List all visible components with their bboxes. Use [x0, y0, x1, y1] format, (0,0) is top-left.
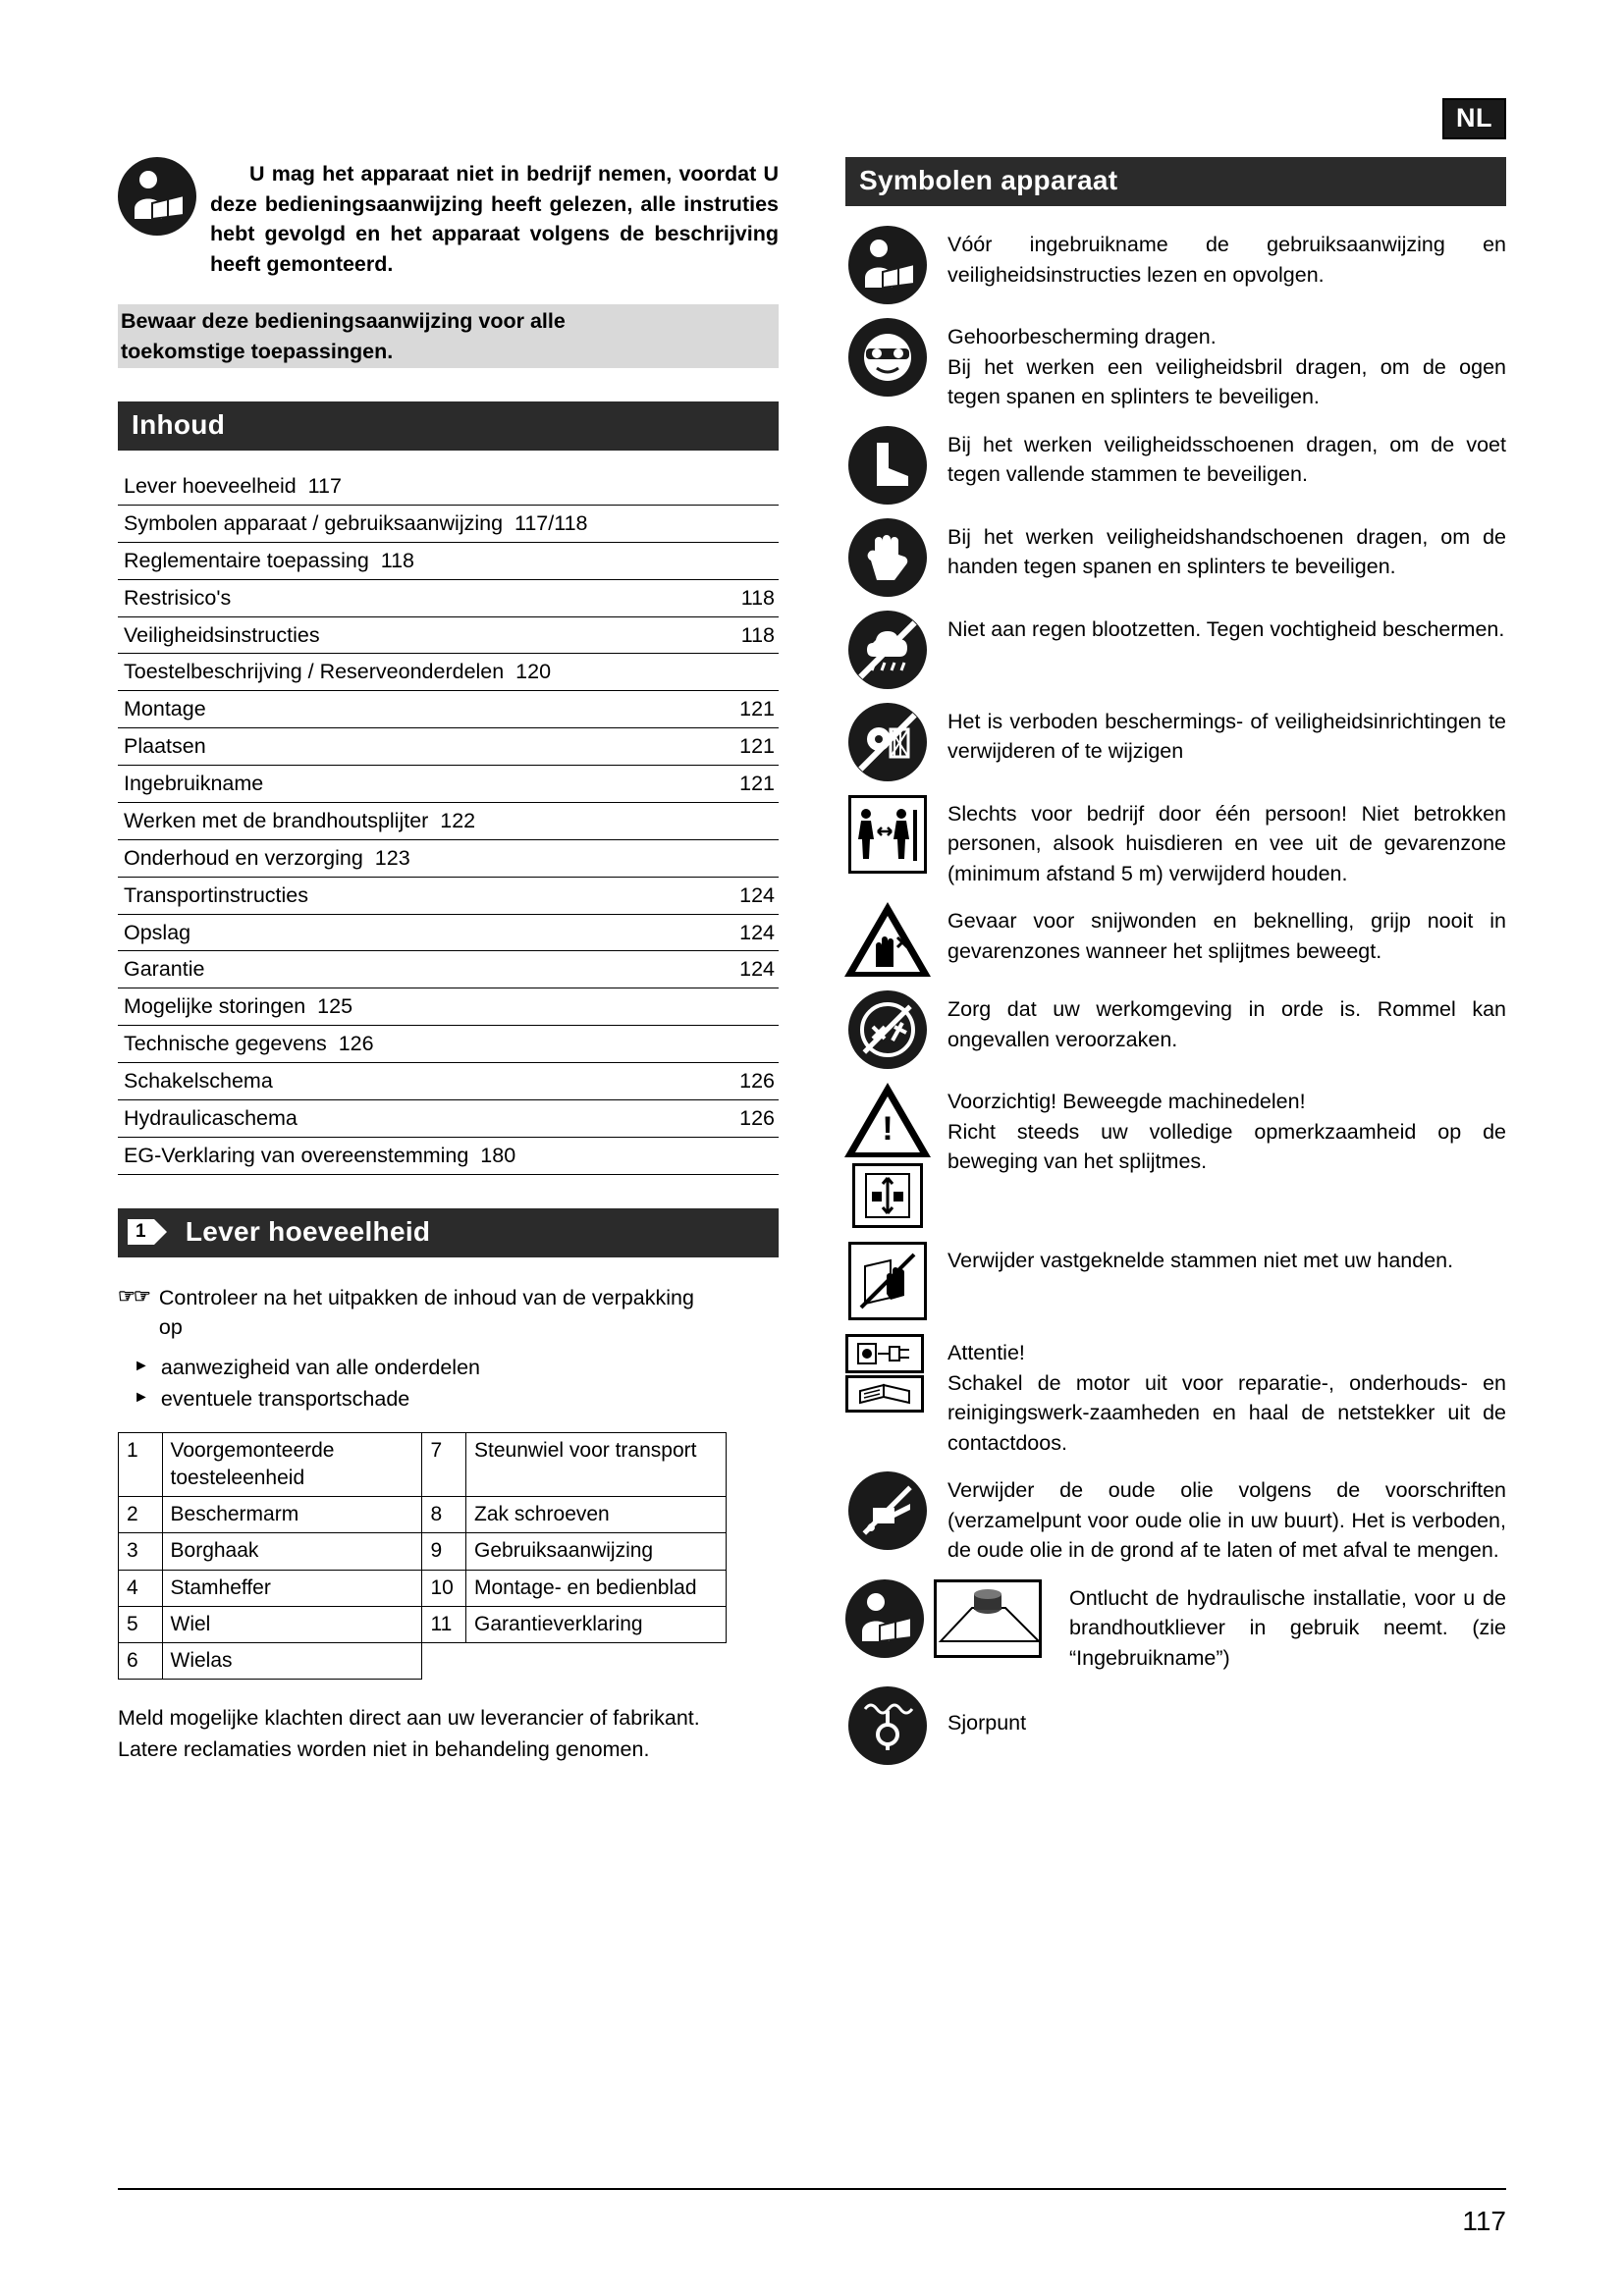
toc-label: Ingebruikname	[124, 772, 264, 796]
table-row	[119, 1533, 727, 1570]
part-number: 11	[422, 1606, 466, 1642]
part-name: Garantieverklaring	[466, 1606, 727, 1642]
table-of-contents	[118, 468, 779, 1175]
bleed-hydraulics-icon	[845, 1579, 1052, 1658]
bleed-screw-glyph	[937, 1582, 1039, 1655]
no-remove-guard-icon	[845, 703, 930, 781]
oil-can-glyph	[855, 1478, 920, 1543]
part-name: Wielas	[162, 1643, 422, 1680]
symbol-text: Verwijder vastgeknelde stammen niet met uw handen.	[947, 1249, 1454, 1273]
symbol-text: Ontlucht de hydraulische installatie, voor u de brandhoutkliever in gebruik neemt. (zie “Ingebruikname”)	[1069, 1585, 1506, 1670]
bleed-screw-diagram	[934, 1579, 1042, 1658]
plug-glyph	[854, 1338, 915, 1369]
symbol-row	[845, 611, 1506, 689]
blade-motion-glyph	[860, 1168, 915, 1223]
empty-cell	[422, 1643, 466, 1680]
language-badge: NL	[1442, 98, 1506, 139]
page-number: 117	[1462, 2206, 1506, 2236]
no-hands-icon	[845, 1242, 930, 1320]
lashing-hook-glyph	[855, 1693, 920, 1758]
symbol-row	[845, 1083, 1506, 1228]
bullet-text: eventuele transportschade	[160, 1387, 410, 1412]
read-manual-icon	[845, 226, 930, 304]
part-number: 5	[119, 1606, 163, 1642]
symbol-row	[845, 518, 1506, 597]
toc-row[interactable]	[118, 840, 779, 878]
toc-label: Symbolen apparaat / gebruiksaanwijzing 117/118	[124, 510, 588, 535]
symbol-text-line2: Richt steeds uw volledige opmerkzaamheid op de beweging van het splijtmes.	[947, 1119, 1506, 1174]
footer-divider	[118, 2188, 1506, 2190]
read-manual-glyph	[855, 233, 920, 297]
toc-label: Technische gegevens 126	[124, 1032, 374, 1056]
keep-area-tidy-icon	[845, 990, 930, 1069]
no-remove-guard-glyph	[855, 710, 920, 774]
goggles-glyph	[855, 325, 920, 390]
table-row	[119, 1433, 727, 1497]
symbol-row	[845, 902, 1506, 977]
oil-disposal-icon	[845, 1471, 930, 1550]
intro-warning-block	[118, 157, 779, 279]
symbol-text: Zorg dat uw werkomgeving in orde is. Rommel kan ongevallen veroorzaken.	[947, 997, 1506, 1051]
part-number: 2	[119, 1497, 163, 1533]
pointing-hand-icon: ☞☞	[118, 1285, 149, 1308]
toc-label: Reglementaire toepassing 118	[124, 548, 415, 572]
toc-label: Lever hoeveelheid 117	[124, 474, 342, 499]
symbol-text: Slechts voor bedrijf door één persoon! Niet betrokken personen, alsook huisdieren en vee uit de gevarenzone (minimum afstand 5 m) verwijderd houden.	[947, 801, 1506, 885]
section-number-badge: 1	[128, 1219, 154, 1245]
part-number: 7	[422, 1433, 466, 1497]
arrow-bullet-icon: ►	[134, 1357, 149, 1374]
symbol-text: Bij het werken veiligheidshandschoenen dragen, om de handen tegen spanen en splinters te beveiligen.	[947, 524, 1506, 579]
splitting-blade-icon	[852, 1163, 923, 1228]
toc-page: 124	[739, 882, 775, 907]
closing-line1: Meld mogelijke klachten direct aan uw leverancier of fabrikant.	[118, 1706, 700, 1731]
closing-line2: Latere reclamaties worden niet in behandeling genomen.	[118, 1736, 650, 1761]
moving-parts-warning-icon	[845, 1083, 930, 1228]
toc-row[interactable]	[118, 1063, 779, 1100]
toc-row[interactable]	[118, 1026, 779, 1063]
symbol-row	[845, 1579, 1506, 1674]
list-item	[118, 1352, 779, 1383]
symbol-text-line1: Gehoorbescherming dragen.	[947, 325, 1217, 348]
toc-row[interactable]	[118, 654, 779, 691]
symbol-row	[845, 1242, 1506, 1320]
toc-label: Restrisico's	[124, 585, 232, 610]
toc-label: Montage	[124, 697, 206, 721]
toc-label: Schakelschema	[124, 1069, 273, 1094]
symbol-text	[947, 1083, 1506, 1177]
symbol-text: Sjorpunt	[947, 1711, 1027, 1735]
intro-warning-text: U mag het apparaat niet in bedrijf nemen, voordat U deze bedieningsaanwijzing heeft gelezen, alle instruties hebt gevolgd en het apparaat volgens de beschrijving heeft gemonteerd.	[210, 162, 779, 276]
symbols-list	[845, 226, 1506, 1765]
toc-row[interactable]	[118, 468, 779, 506]
part-name: Montage- en bedienblad	[466, 1570, 727, 1606]
toc-page: 121	[739, 697, 775, 721]
glove-glyph	[855, 525, 920, 590]
delivery-check-line2: op	[158, 1314, 183, 1339]
symbol-text	[947, 1334, 1506, 1458]
toc-row[interactable]	[118, 803, 779, 840]
toc-label: Mogelijke storingen 125	[124, 994, 353, 1019]
part-name: Beschermarm	[162, 1497, 422, 1533]
left-column	[118, 157, 779, 1779]
table-row	[119, 1570, 727, 1606]
toc-row[interactable]	[118, 543, 779, 580]
part-number: 8	[422, 1497, 466, 1533]
two-column-layout	[118, 157, 1506, 1779]
eye-ear-protection-icon	[845, 318, 930, 397]
toc-row[interactable]	[118, 951, 779, 988]
delivery-closing-note	[118, 1703, 779, 1764]
toc-page: 124	[739, 920, 775, 944]
toc-page: 126	[739, 1069, 775, 1094]
toc-label: Hydraulicaschema	[124, 1105, 298, 1130]
symbol-row	[845, 226, 1506, 304]
symbol-row	[845, 1686, 1506, 1765]
part-name: Zak schroeven	[466, 1497, 727, 1533]
toc-row[interactable]	[118, 728, 779, 766]
unplug-before-service-icon	[845, 1334, 930, 1413]
symbol-text-line1: Voorzichtig! Beweegde machinedelen!	[947, 1090, 1306, 1114]
toc-row[interactable]	[118, 580, 779, 617]
parts-table	[118, 1432, 727, 1680]
symbol-row	[845, 703, 1506, 781]
toc-row[interactable]	[118, 878, 779, 915]
one-person-only-icon	[845, 795, 930, 874]
toc-page: 126	[739, 1105, 775, 1130]
toc-row[interactable]	[118, 915, 779, 952]
toc-header: Inhoud	[118, 401, 779, 451]
symbol-row	[845, 1334, 1506, 1458]
toc-page: 118	[740, 622, 775, 647]
toc-row[interactable]	[118, 1138, 779, 1175]
toc-label: Werken met de brandhoutsplijter 122	[124, 808, 476, 832]
part-name: Stamheffer	[162, 1570, 422, 1606]
part-name: Voorgemonteerde toesteleenheid	[162, 1433, 422, 1497]
delivery-check-instruction	[118, 1283, 779, 1342]
symbol-text: Het is verboden beschermings- of veiligheidsinrichtingen te verwijderen of te wijzigen	[947, 709, 1506, 764]
cut-hazard-icon	[845, 902, 930, 977]
arrow-bullet-icon: ►	[134, 1389, 149, 1407]
toc-row[interactable]	[118, 766, 779, 803]
no-hands-glyph	[857, 1251, 918, 1311]
symbols-section-header: Symbolen apparaat	[845, 157, 1506, 206]
one-person-only-glyph	[852, 802, 923, 867]
delivery-section-title: Lever hoeveelheid	[185, 1215, 431, 1247]
delivery-bullet-list	[118, 1352, 779, 1415]
toc-label: Toestelbeschrijving / Reserveonderdelen 120	[124, 660, 552, 684]
toc-row[interactable]	[118, 988, 779, 1026]
part-name: Wiel	[162, 1606, 422, 1642]
keep-manual-note-line1: Bewaar deze bedieningsaanwijzing voor alle	[121, 309, 566, 334]
symbol-row	[845, 318, 1506, 412]
empty-cell	[466, 1643, 727, 1680]
no-rain-icon	[845, 611, 930, 689]
symbol-text: Gevaar voor snijwonden en beknelling, grijp nooit in gevarenzones wanneer het splijtmes beweegt.	[947, 909, 1506, 963]
symbol-row	[845, 1471, 1506, 1566]
symbol-text: Verwijder de oude olie volgens de voorschriften (verzamelpunt voor oude olie in uw buurt). Het is verboden, de oude olie in de grond af te laten of met afval te mengen.	[947, 1478, 1506, 1563]
symbol-row	[845, 795, 1506, 889]
symbol-text: Vóór ingebruikname de gebruiksaanwijzing en veiligheidsinstructies lezen en opvolgen.	[947, 233, 1506, 287]
part-number: 1	[119, 1433, 163, 1497]
symbol-text-line2: Bij het werken een veiligheidsbril dragen, om de ogen tegen spanen en splinters te beveiligen.	[947, 354, 1506, 409]
symbol-text-line2: Schakel de motor uit voor reparatie-, onderhouds- en reinigingswerk-zaamheden en haal de netstekker uit de contactdoos.	[947, 1370, 1506, 1455]
keep-manual-note-line2: toekomstige toepassingen.	[121, 339, 394, 363]
toc-row[interactable]	[118, 691, 779, 728]
part-number: 3	[119, 1533, 163, 1570]
symbol-text	[947, 318, 1506, 412]
part-number: 4	[119, 1570, 163, 1606]
symbol-text: Niet aan regen blootzetten. Tegen vochtigheid beschermen.	[947, 616, 1505, 641]
part-number: 9	[422, 1533, 466, 1570]
table-row	[119, 1643, 727, 1680]
part-number: 10	[422, 1570, 466, 1606]
table-row	[119, 1497, 727, 1533]
hand-cut-glyph	[864, 928, 911, 971]
no-rain-glyph	[855, 617, 920, 682]
warning-triangle	[844, 902, 931, 977]
lashing-point-icon	[845, 1686, 930, 1765]
toc-label: Plaatsen	[124, 734, 206, 759]
toc-page: 121	[739, 772, 775, 796]
toc-row[interactable]	[118, 506, 779, 543]
toc-label: EG-Verklaring van overeenstemming 180	[124, 1143, 516, 1167]
keep-manual-note	[118, 304, 779, 368]
part-name: Gebruiksaanwijzing	[466, 1533, 727, 1570]
toc-row[interactable]	[118, 1100, 779, 1138]
bullet-text: aanwezigheid van alle onderdelen	[160, 1355, 480, 1379]
delivery-check-line1: Controleer na het uitpakken de inhoud van de verpakking	[158, 1285, 694, 1309]
part-number: 6	[119, 1643, 163, 1680]
delivery-section-header	[118, 1208, 779, 1257]
read-manual-glyph	[125, 164, 189, 229]
warning-triangle	[844, 1083, 931, 1157]
toc-label: Opslag	[124, 920, 191, 944]
toc-page: 121	[739, 734, 775, 759]
manual-glyph	[854, 1379, 915, 1409]
toc-page: 118	[740, 585, 775, 610]
part-name: Borghaak	[162, 1533, 422, 1570]
toc-label: Onderhoud en verzorging 123	[124, 845, 410, 870]
read-manual-icon	[118, 157, 196, 236]
toc-label: Garantie	[124, 957, 205, 982]
toc-label: Veiligheidsinstructies	[124, 622, 320, 647]
toc-page: 124	[739, 957, 775, 982]
right-column	[845, 157, 1506, 1779]
part-name: Steunwiel voor transport	[466, 1433, 727, 1497]
table-row	[119, 1606, 727, 1642]
symbol-text: Bij het werken veiligheidsschoenen dragen, om de voet tegen vallende stammen te beveiligen.	[947, 432, 1506, 487]
list-item	[118, 1383, 779, 1415]
safety-gloves-icon	[845, 518, 930, 597]
symbol-row	[845, 426, 1506, 505]
read-manual-glyph	[852, 1586, 917, 1651]
tidy-area-glyph	[855, 997, 920, 1062]
boot-glyph	[855, 433, 920, 498]
toc-label: Transportinstructies	[124, 882, 308, 907]
toc-row[interactable]	[118, 617, 779, 655]
symbol-text-line1: Attentie!	[947, 1341, 1025, 1365]
safety-boots-icon	[845, 426, 930, 505]
symbol-row	[845, 990, 1506, 1069]
exclamation-glyph: !	[882, 1110, 893, 1148]
